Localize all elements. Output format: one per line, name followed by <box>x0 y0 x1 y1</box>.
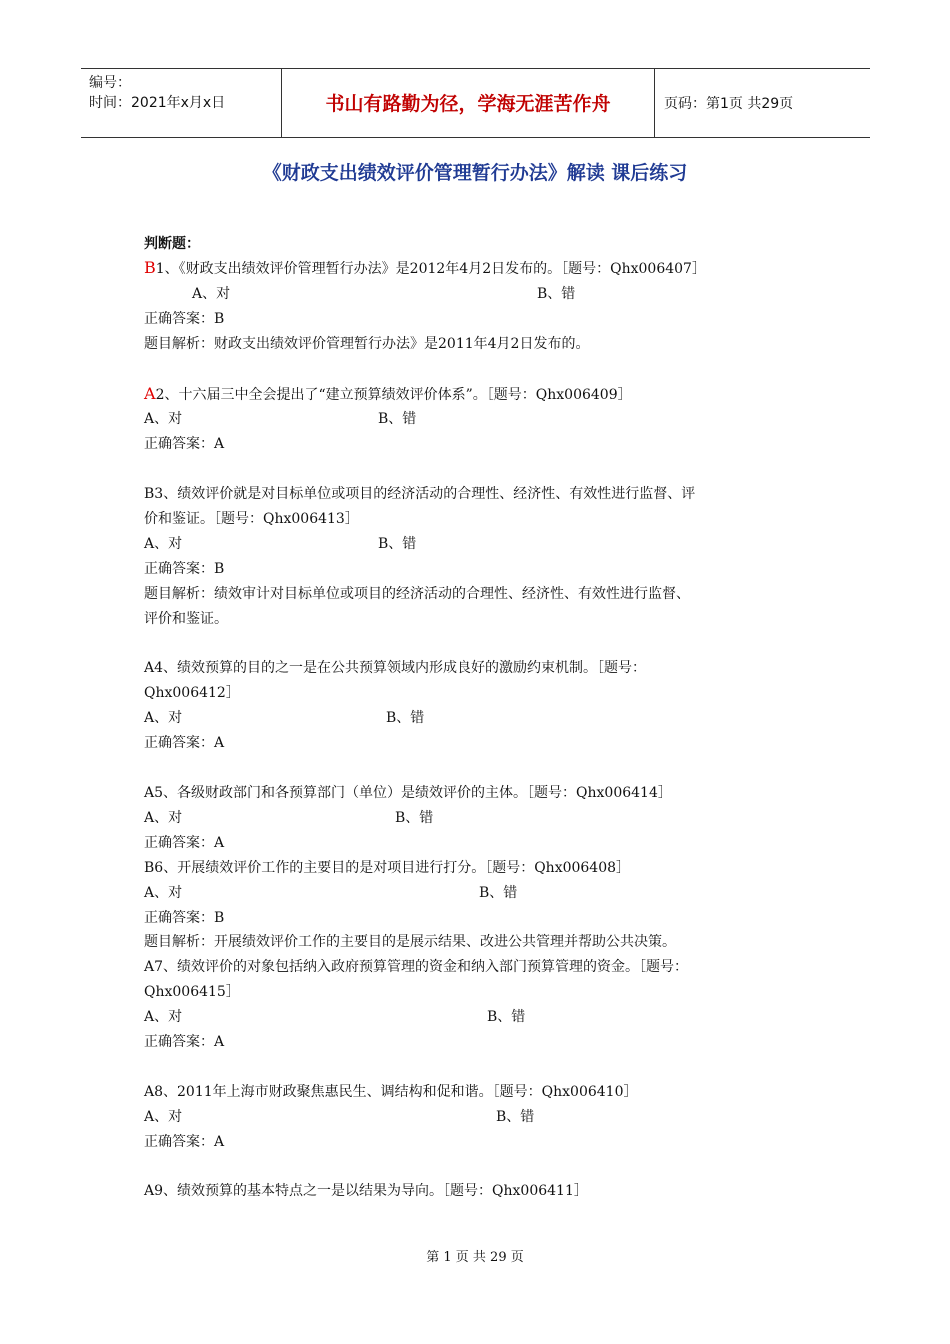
header-divider <box>654 69 655 137</box>
question-list <box>144 232 804 1204</box>
page-header <box>81 68 870 138</box>
question-options <box>144 532 804 557</box>
correct-answer: 正确答案：A <box>144 436 225 453</box>
answer-mark: A <box>144 383 156 403</box>
option-a: A、对 <box>144 535 183 552</box>
question-options <box>144 806 804 831</box>
option-a: A、对 <box>144 884 183 901</box>
option-a: A、对 <box>144 710 183 727</box>
question-text: A4、绩效预算的目的之一是在公共预算领域内形成良好的激励约束机制。［题号： <box>144 660 647 677</box>
document-title: 《财政支出绩效评价管理暂行办法》解读 课后练习 <box>262 162 688 184</box>
question-text: Qhx006415］ <box>144 984 240 1001</box>
correct-answer: 正确答案：A <box>144 1034 225 1051</box>
question-text: A8、2011年上海市财政聚焦惠民生、调结构和促和谐。［题号：Qhx006410］ <box>144 1083 638 1100</box>
option-a: A、对 <box>144 809 183 826</box>
section-heading: 判断题： <box>144 236 200 252</box>
answer-analysis: 题目解析：财政支出绩效评价管理暂行办法》是2011年4月2日发布的。 <box>144 335 590 352</box>
option-a: A、对 <box>144 1108 183 1125</box>
answer-analysis: 评价和鉴证。 <box>144 610 228 627</box>
option-b: B、错 <box>496 1108 535 1125</box>
question-text: A2、十六届三中全会提出了“建立预算绩效评价体系”。［题号：Qhx006409］ <box>144 383 632 403</box>
option-a: A、对 <box>144 1009 183 1026</box>
question-options <box>144 282 804 307</box>
page-footer: 第 1 页 共 29 页 <box>426 1250 524 1265</box>
option-b: B、错 <box>537 285 576 302</box>
question-options <box>144 1005 804 1030</box>
question-text: B1、《财政支出绩效评价管理暂行办法》是2012年4月2日发布的。［题号：Qhx006407］ <box>144 258 706 277</box>
question-text: B6、开展绩效评价工作的主要目的是对项目进行打分。［题号：Qhx006408］ <box>144 859 631 876</box>
answer-mark: B <box>144 258 156 277</box>
header-meta <box>89 73 225 113</box>
answer-analysis: 题目解析：绩效审计对目标单位或项目的经济活动的合理性、经济性、有效性进行监督、 <box>144 585 690 602</box>
header-motto: 书山有路勤为径，学海无涯苦作舟 <box>325 93 611 115</box>
question-options <box>144 407 804 432</box>
option-b: B、错 <box>395 809 434 826</box>
question-options <box>144 1105 804 1130</box>
option-b: B、错 <box>378 411 417 428</box>
correct-answer: 正确答案：A <box>144 834 225 851</box>
time-label: 时间：2021年x月x日 <box>89 95 226 111</box>
question-text: A9、绩效预算的基本特点之一是以结果为导向。［题号：Qhx006411］ <box>144 1183 588 1200</box>
option-b: B、错 <box>487 1009 526 1026</box>
option-a: A、对 <box>144 411 183 428</box>
question-options <box>144 706 804 731</box>
answer-analysis: 题目解析：开展绩效评价工作的主要目的是展示结果、改进公共管理并帮助公共决策。 <box>144 934 676 951</box>
correct-answer: 正确答案：B <box>144 310 225 327</box>
question-text: A7、绩效评价的对象包括纳入政府预算管理的资金和纳入部门预算管理的资金。［题号： <box>144 959 689 976</box>
question-text: A5、各级财政部门和各预算部门（单位）是绩效评价的主体。［题号：Qhx006414］ <box>144 784 672 801</box>
option-a: A、对 <box>192 285 231 302</box>
option-b: B、错 <box>386 710 425 727</box>
correct-answer: 正确答案：A <box>144 735 225 752</box>
question-text: Qhx006412］ <box>144 685 240 702</box>
option-b: B、错 <box>378 535 417 552</box>
correct-answer: 正确答案：A <box>144 1133 225 1150</box>
question-text: 价和鉴证。［题号：Qhx006413］ <box>144 511 359 528</box>
option-b: B、错 <box>479 884 518 901</box>
header-page-info: 页码：第1页 共29页 <box>664 96 794 112</box>
question-text: B3、绩效评价就是对目标单位或项目的经济活动的合理性、经济性、有效性进行监督、评 <box>144 486 696 503</box>
serial-label: 编号： <box>89 75 131 91</box>
correct-answer: 正确答案：B <box>144 909 225 926</box>
correct-answer: 正确答案：B <box>144 560 225 577</box>
question-options <box>144 881 804 906</box>
